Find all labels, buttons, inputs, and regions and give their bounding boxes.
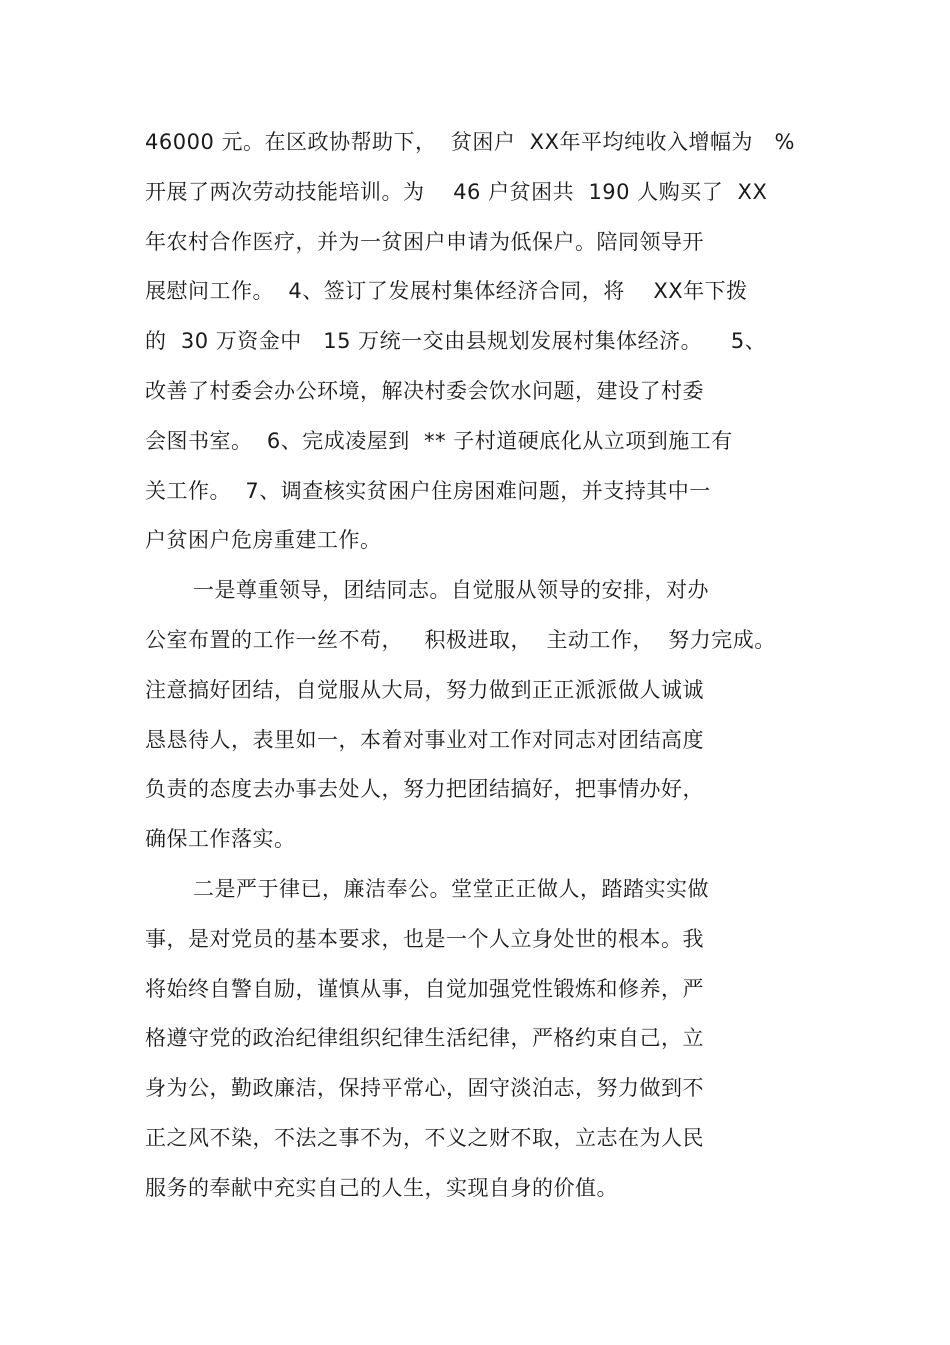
text-line-8: 关工作。 7、调查核实贫困户住房困难问题，并支持其中一 [145,479,711,503]
text-line-6: 改善了村委会办公环境，解决村委会饮水问题，建设了村委 [145,379,704,403]
text-line-20: 身为公，勤政廉洁，保持平常心，固守淡泊志，努力做到不 [145,1076,704,1100]
text-line-11: 公室布置的工作一丝不苟， 积极进取， 主动工作， 努力完成。 [145,628,776,652]
text-line-13: 恳恳待人，表里如一，本着对事业对工作对同志对团结高度 [145,728,704,752]
text-line-7: 会图书室。 6、完成凌屋到 ** 子村道硬底化从立项到施工有 [145,429,733,453]
text-line-14: 负责的态度去办事去处人，努力把团结搞好，把事情办好， [145,777,704,801]
text-line-17: 事，是对党员的基本要求，也是一个人立身处世的根本。我 [145,927,704,951]
paragraph-2-first-line: 二是严于律已，廉洁奉公。堂堂正正做人，踏踏实实做 [193,877,709,901]
text-line-2: 开展了两次劳动技能培训。为 46 户贫困共 190 人购买了 XX [145,180,768,204]
text-line-18: 将始终自警自励，谨慎从事，自觉加强党性锻炼和修养，严 [145,977,704,1001]
text-line-3: 年农村合作医疗，并为一贫困户申请为低保户。陪同领导开 [145,230,704,254]
text-line-19: 格遵守党的政治纪律组织纪律生活纪律，严格约束自己，立 [145,1026,704,1050]
text-line-4: 展慰问工作。 4、签订了发展村集体经济合同，将 XX年下拨 [145,279,748,303]
text-line-9: 户贫困户危房重建工作。 [145,528,382,552]
text-line-5: 的 30 万资金中 15 万统一交由县规划发展村集体经济。 5、 [145,329,767,353]
paragraph-1-first-line: 一是尊重领导，团结同志。自觉服从领导的安排，对办 [193,578,709,602]
text-line-21: 正之风不染，不法之事不为，不义之财不取，立志在为人民 [145,1126,704,1150]
text-line-1: 46000 元。在区政协帮助下， 贫困户 XX年平均纯收入增幅为 % [145,130,795,154]
text-line-15: 确保工作落实。 [145,827,296,851]
text-line-12: 注意搞好团结，自觉服从大局，努力做到正正派派做人诚诚 [145,678,704,702]
text-line-22: 服务的奉献中充实自己的人生，实现自身的价值。 [145,1176,618,1200]
